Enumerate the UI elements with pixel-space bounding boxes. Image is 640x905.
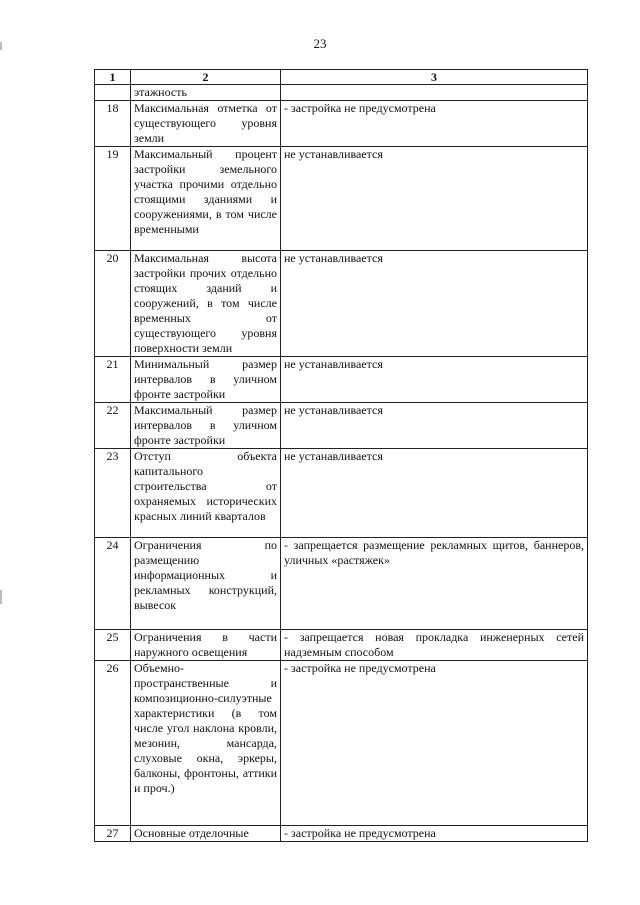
row-name-cell: Максимальный размер интервалов в уличном фронте застройки: [131, 403, 281, 449]
row-number-cell: 27: [95, 826, 131, 842]
row-name-cell: этажность: [131, 85, 281, 101]
column-header: 3: [281, 70, 588, 85]
table-row: [95, 147, 588, 251]
row-value-cell: [281, 85, 588, 101]
row-value-cell: не устанавливается: [281, 251, 588, 357]
table-row: [95, 251, 588, 357]
row-name-cell: Ограничения по размещению информационных и рекламных конструкций, вывесок: [131, 538, 281, 630]
row-value-cell: не устанавливается: [281, 357, 588, 403]
row-number-cell: 26: [95, 661, 131, 826]
row-value-cell: - застройка не предусмотрена: [281, 661, 588, 826]
row-name-cell: Минимальный размер интервалов в уличном фронте застройки: [131, 357, 281, 403]
row-value-cell: не устанавливается: [281, 449, 588, 538]
column-header: 1: [95, 70, 131, 85]
table-row: [95, 357, 588, 403]
table-row: [95, 630, 588, 661]
table-row: [95, 101, 588, 147]
row-value-cell: - запрещается новая прокладка инженерных сетей надземным способом: [281, 630, 588, 661]
row-name-cell: Основные отделочные: [131, 826, 281, 842]
row-number-cell: [95, 85, 131, 101]
row-name-cell: Объемно-пространственные и композиционно-силуэтные характеристики (в том числе угол наклона кровли, мезонин, мансарда, слуховые окна, эркеры, балконы, фронтоны, аттики и проч.): [131, 661, 281, 826]
row-value-cell: не устанавливается: [281, 147, 588, 251]
table-row: [95, 403, 588, 449]
page-number: 23: [313, 36, 327, 51]
row-number-cell: 24: [95, 538, 131, 630]
row-number-cell: 22: [95, 403, 131, 449]
regulations-table: [94, 69, 588, 842]
table-row: [95, 538, 588, 630]
column-header: 2: [131, 70, 281, 85]
table-row: [95, 826, 588, 842]
header-row: [95, 70, 588, 85]
scan-edge-mark: [0, 590, 2, 604]
row-value-cell: не устанавливается: [281, 403, 588, 449]
row-number-cell: 21: [95, 357, 131, 403]
row-number-cell: 20: [95, 251, 131, 357]
continuation-row: [95, 85, 588, 101]
row-name-cell: Ограничения в части наружного освещения: [131, 630, 281, 661]
table-row: [95, 449, 588, 538]
row-number-cell: 18: [95, 101, 131, 147]
row-value-cell: - застройка не предусмотрена: [281, 826, 588, 842]
row-name-cell: Максимальная высота застройки прочих отдельно стоящих зданий и сооружений, в том числе временных от существующего уровня поверхности земли: [131, 251, 281, 357]
scan-edge-mark: [0, 42, 2, 50]
row-number-cell: 23: [95, 449, 131, 538]
row-value-cell: - запрещается размещение рекламных щитов, баннеров, уличных «растяжек»: [281, 538, 588, 630]
row-name-cell: Максимальный процент застройки земельного участка прочими отдельно стоящими зданиями и сооружениями, в том числе временными: [131, 147, 281, 251]
row-number-cell: 19: [95, 147, 131, 251]
row-number-cell: 25: [95, 630, 131, 661]
row-value-cell: - застройка не предусмотрена: [281, 101, 588, 147]
row-name-cell: Максимальная отметка от существующего уровня земли: [131, 101, 281, 147]
table-row: [95, 661, 588, 826]
row-name-cell: Отступ объекта капитального строительства от охраняемых исторических красных линий кварталов: [131, 449, 281, 538]
